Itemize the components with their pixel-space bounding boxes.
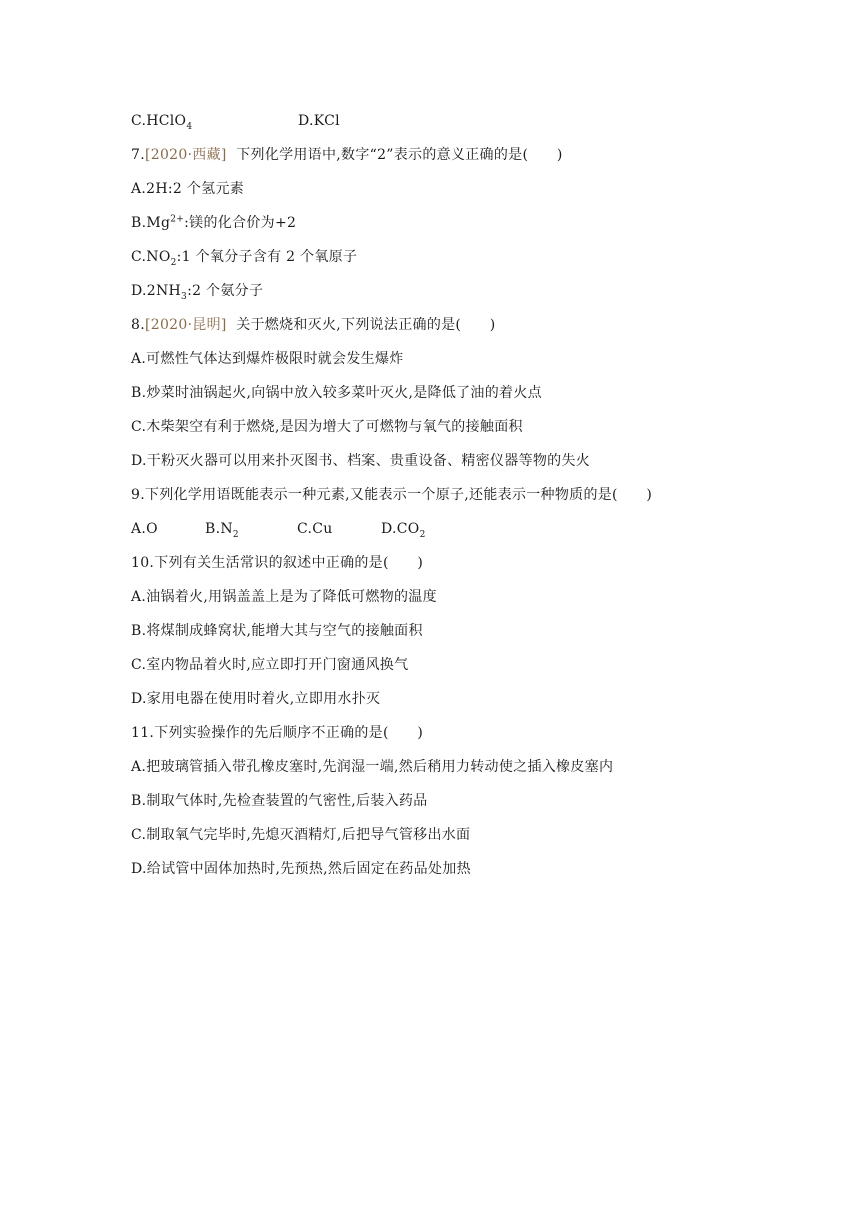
q9-option-d: $D.CO_2$ xyxy=(381,521,426,540)
q8-question: 关于燃烧和灭火,下列说法正确的是( ) xyxy=(236,317,496,333)
q7-option-c: $C.NO_2:1$ 个氧分子含有 2 个氧原子 xyxy=(131,249,358,268)
q8-number: 8. xyxy=(131,317,145,333)
q6-options-row xyxy=(131,112,340,130)
q9-option-a: A.O xyxy=(131,521,158,537)
q8-option-a: A.可燃性气体达到爆炸极限时就会发生爆炸 xyxy=(131,351,404,367)
q9-option-b: $B.N_2$ xyxy=(205,521,239,540)
q6-option-d: D.KCl xyxy=(298,113,340,129)
q8-stem xyxy=(131,316,496,334)
q8-option-b: B.炒菜时油锅起火,向锅中放入较多菜叶灭火,是降低了油的着火点 xyxy=(131,385,542,401)
q8-option-d: D.干粉灭火器可以用来扑灭图书、档案、贵重设备、精密仪器等物的失火 xyxy=(131,453,591,469)
q6-option-c: C.HClO$_4$ xyxy=(131,113,193,132)
q10-option-b: B.将煤制成蜂窝状,能增大其与空气的接触面积 xyxy=(131,623,423,639)
q9-options-row xyxy=(131,520,426,538)
q7-number: 7. xyxy=(131,147,145,163)
q8-option-c: C.木柴架空有利于燃烧,是因为增大了可燃物与氧气的接触面积 xyxy=(131,419,523,435)
q7-source: [2020·西藏] xyxy=(144,147,227,163)
q11-stem: 11.下列实验操作的先后顺序不正确的是( ) xyxy=(131,725,424,741)
q10-stem: 10.下列有关生活常识的叙述中正确的是( ) xyxy=(131,555,424,571)
q11-option-b: B.制取气体时,先检查装置的气密性,后装入药品 xyxy=(131,793,428,809)
q7-option-d: $D.2NH_3:2$ 个氨分子 xyxy=(131,283,264,302)
q11-option-a: A.把玻璃管插入带孔橡皮塞时,先润湿一端,然后稍用力转动使之插入橡皮塞内 xyxy=(131,759,614,775)
q11-option-c: C.制取氧气完毕时,先熄灭酒精灯,后把导气管移出水面 xyxy=(131,827,471,843)
q7-option-b: $B.Mg^{2+}$:镁的化合价为+2 xyxy=(131,214,297,231)
q10-option-a: A.油锅着火,用锅盖盖上是为了降低可燃物的温度 xyxy=(131,589,437,605)
q7-stem xyxy=(131,146,563,164)
q9-option-c: C.Cu xyxy=(297,521,333,537)
q8-source: [2020·昆明] xyxy=(144,317,227,333)
q7-question: 下列化学用语中,数字“2”表示的意义正确的是( ) xyxy=(236,147,563,163)
q11-option-d: D.给试管中固体加热时,先预热,然后固定在药品处加热 xyxy=(131,861,471,877)
q7-option-a: A.2H:2 个氢元素 xyxy=(131,181,245,197)
q10-option-d: D.家用电器在使用时着火,立即用水扑灭 xyxy=(131,691,381,707)
q9-stem: 9.下列化学用语既能表示一种元素,又能表示一个原子,还能表示一种物质的是( ) xyxy=(131,487,653,503)
q10-option-c: C.室内物品着火时,应立即打开门窗通风换气 xyxy=(131,657,409,673)
